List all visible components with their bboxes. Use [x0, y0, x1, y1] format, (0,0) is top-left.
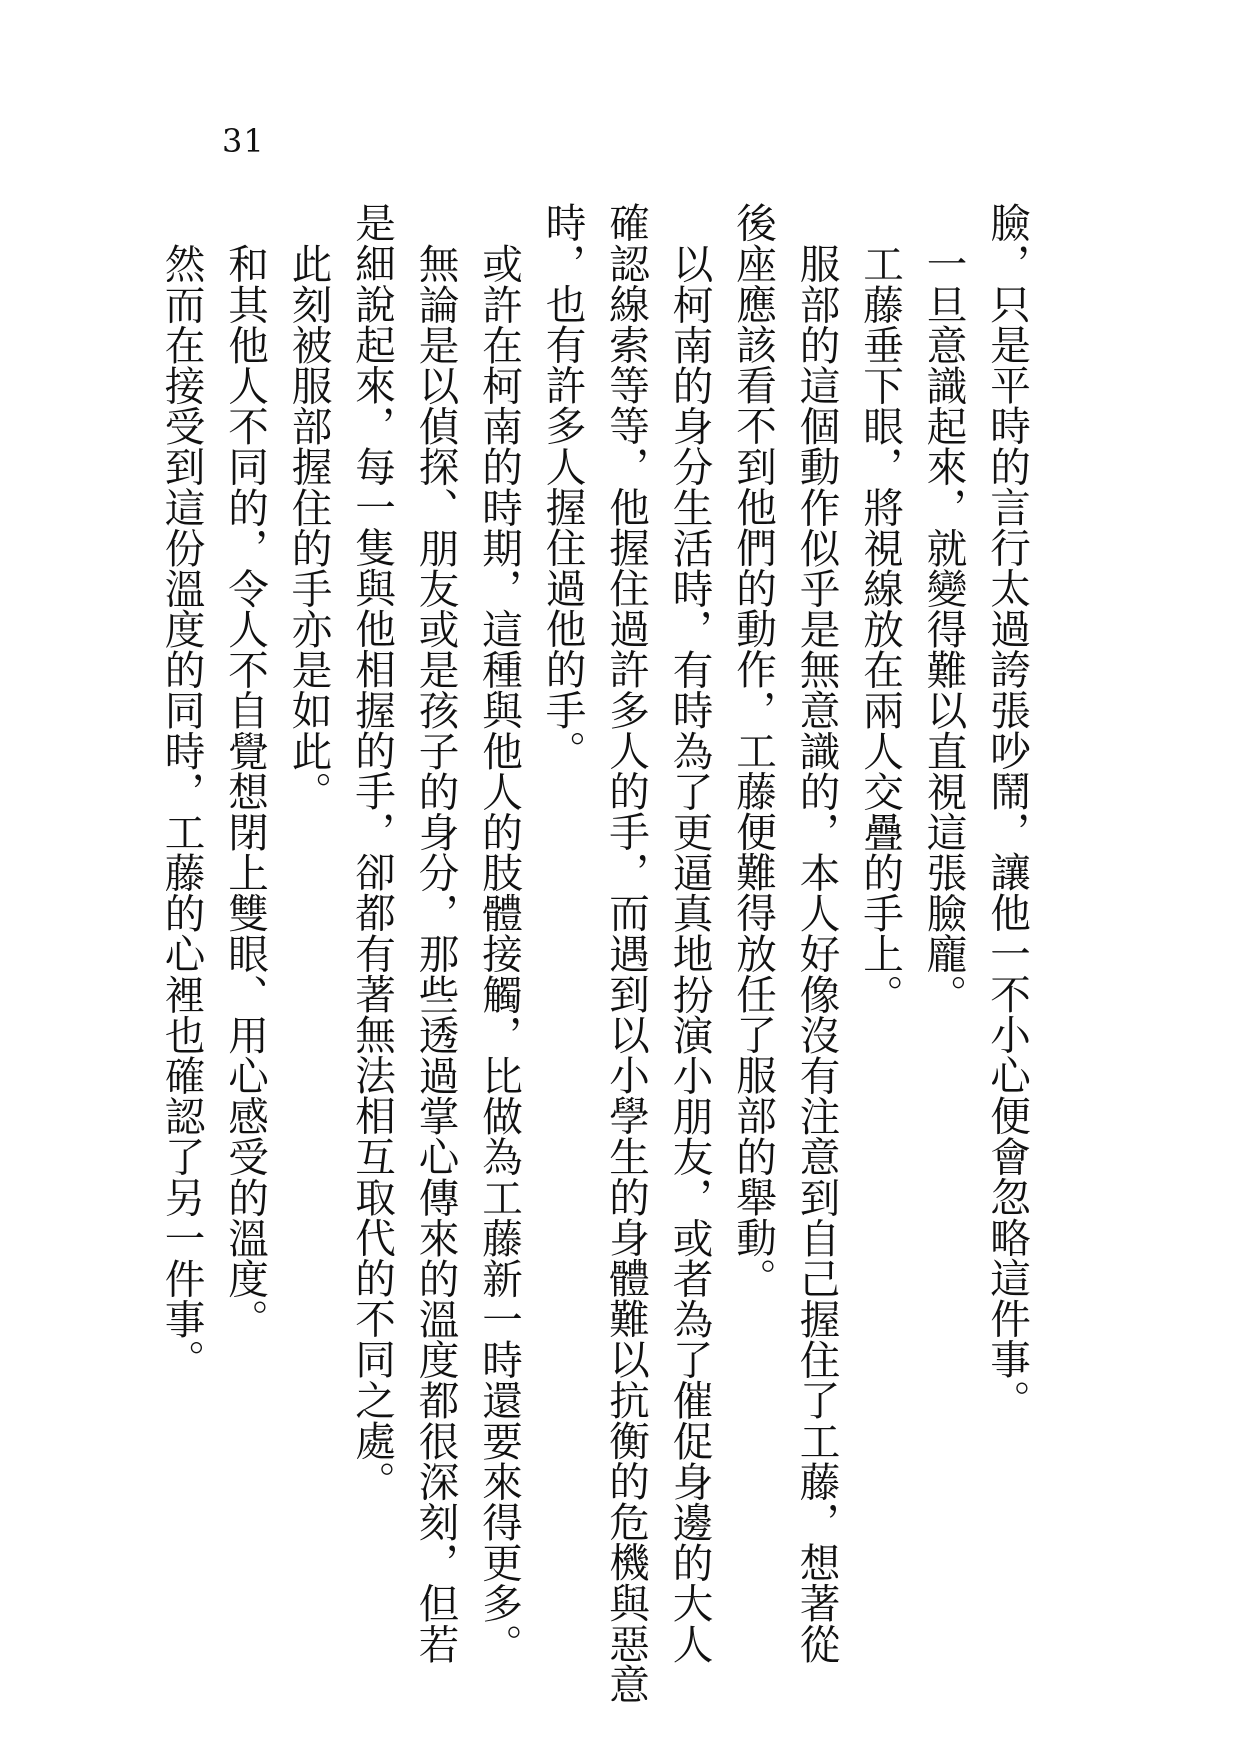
text-column-6: 以柯南的身分生活時，有時為了更逼真地扮演小朋友，或者為了催促身邊的大人 [665, 243, 714, 1664]
text-column-5: 後座應該看不到他們的動作，工藤便難得放任了服部的舉動。 [729, 202, 777, 1298]
text-column-9: 或許在柯南的時期，這種與他人的肢體接觸，比做為工藤新一時還要來得更多。 [475, 243, 523, 1664]
text-column-2: 一旦意識起來，就變得難以直視這張臉龐。 [919, 243, 968, 1015]
text-column-12: 此刻被服部握住的手亦是如此。 [284, 243, 333, 812]
text-column-14: 然而在接受到這份溫度的同時，工藤的心裡也確認了另一件事。 [157, 243, 206, 1380]
text-column-8: 時，也有許多人握住過他的手。 [538, 202, 587, 771]
text-column-3: 工藤垂下眼，將視線放在兩人交疊的手上。 [856, 243, 904, 1015]
text-column-10: 無論是以偵探、朋友或是孩子的身分，那些透過掌心傳來的溫度都很深刻，但若 [411, 243, 460, 1664]
text-column-7: 確認線索等等，他握住過許多人的手，而遇到以小學生的身體難以抗衡的危機與惡意 [602, 202, 650, 1704]
text-column-13: 和其他人不同的，令人不自覺想閉上雙眼、用心感受的溫度。 [221, 243, 269, 1339]
page-number: 31 [222, 122, 265, 160]
text-column-11: 是細說起來，每一隻與他相握的手，卻都有著無法相互取代的不同之處。 [348, 202, 396, 1501]
text-column-1: 臉，只是平時的言行太過誇張吵鬧，讓他一不小心便會忽略這件事。 [983, 202, 1031, 1420]
text-column-4: 服部的這個動作似乎是無意識的，本人好像沒有注意到自己握住了工藤，想著從 [792, 243, 841, 1664]
vertical-text-body [149, 202, 1038, 1704]
